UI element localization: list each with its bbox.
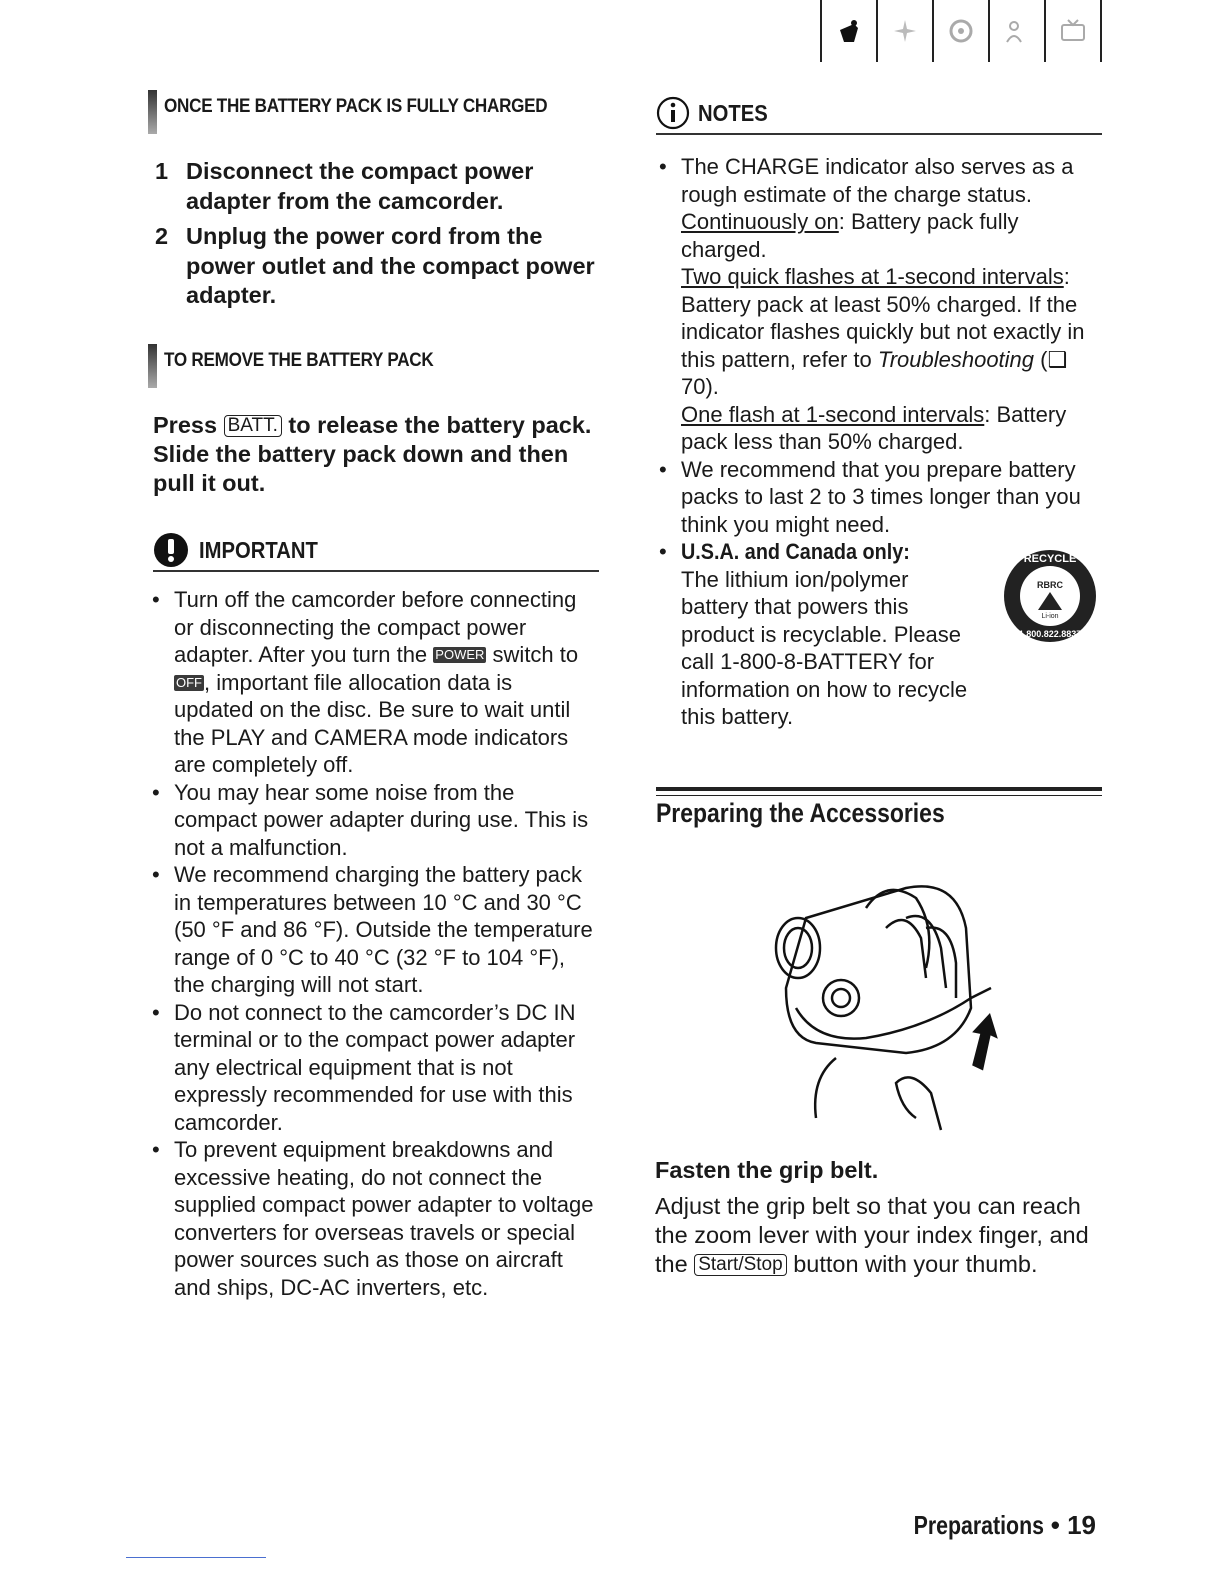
section-title: TO REMOVE THE BATTERY PACK xyxy=(164,350,434,371)
sparkle-icon xyxy=(890,16,920,46)
step-2 xyxy=(155,222,595,311)
note-text: : Battery pack less than 50% charged. xyxy=(681,401,1067,454)
note-text: : Battery pack at least 50% charged. If the indicator flashes quickly but not exactly in this pattern, refer to xyxy=(681,264,1085,372)
step-1 xyxy=(155,157,595,216)
page-ref: (❑ 70). xyxy=(681,346,1068,399)
tab-tv[interactable] xyxy=(1044,0,1102,62)
note-label: Two quick flashes at 1-second intervals xyxy=(681,264,1064,289)
list-item: • Do not connect to the camcorder’s DC IN terminal or to the compact power adapter any electrical equipment that is not expressly recommended for use with this camcorder. xyxy=(152,999,597,1137)
note-label: One flash at 1-second intervals xyxy=(681,401,985,427)
note-text: : Battery pack fully charged. xyxy=(681,209,1019,262)
item-text: The CHARGE indicator also serves as a rough estimate of the charge status. xyxy=(681,154,1074,207)
off-badge: OFF xyxy=(176,674,202,690)
grip-belt-illustration xyxy=(756,868,1016,1136)
step-number: 1 xyxy=(155,158,169,184)
press-text: Press xyxy=(153,412,218,438)
note-label: Continuously on xyxy=(681,209,839,234)
heading-marker xyxy=(148,90,157,134)
step-text: Disconnect the compact power adapter from the camcorder. xyxy=(186,158,534,214)
step-number: 2 xyxy=(155,223,169,249)
notes-heading xyxy=(656,93,1102,135)
remove-battery-instruction xyxy=(153,411,603,498)
section-title: ONCE THE BATTERY PACK IS FULLY CHARGED xyxy=(164,96,548,117)
important-icon xyxy=(153,532,189,568)
notes-title: NOTES xyxy=(698,99,768,126)
list-item: • To prevent equipment breakdowns and excessive heating, do not connect the supplied compact power adapter to voltage converters for overseas travels or special power sources such as those on aircraft and ships, DC-AC inverters, etc. xyxy=(152,1136,597,1301)
scan-line xyxy=(126,1557,266,1558)
seal-phone: 1.800.822.8837 xyxy=(1018,629,1082,639)
camcorder-icon xyxy=(834,16,864,46)
important-heading xyxy=(153,530,599,572)
people-icon xyxy=(1002,16,1032,46)
list-item: • You may hear some noise from the compact power adapter during use. This is not a malfunction. xyxy=(152,779,597,862)
footer-bullet: • xyxy=(1050,1510,1060,1540)
section-rule xyxy=(656,787,1102,791)
adjust-text: button with your thumb. xyxy=(793,1251,1038,1277)
item-text: The lithium ion/polymer battery that powers this product is recyclable. Please call 1-800-8-BATTERY for information on how to recycle this battery. xyxy=(681,566,968,729)
tab-people[interactable] xyxy=(988,0,1044,62)
heading-marker xyxy=(148,344,157,388)
power-badge: POWER xyxy=(435,647,485,662)
note-two-flashes xyxy=(681,263,1104,401)
item-text: switch to xyxy=(492,642,579,667)
tab-special[interactable] xyxy=(876,0,932,62)
batt-button: BATT. xyxy=(224,415,282,437)
section-rule-thin xyxy=(656,795,1102,796)
list-item xyxy=(152,586,597,779)
section-heading-remove-battery xyxy=(148,350,463,388)
fasten-grip-belt-heading: Fasten the grip belt. xyxy=(655,1157,879,1183)
note-continuous xyxy=(681,208,1104,263)
list-item: • We recommend that you prepare battery packs to last 2 to 3 times longer than you think you might need. xyxy=(659,456,1104,539)
chapter-tabs xyxy=(820,0,1102,62)
page-footer xyxy=(885,1510,1096,1541)
list-item xyxy=(659,153,1104,456)
tab-camcorder[interactable] xyxy=(820,0,876,62)
section-title-accessories: Preparing the Accessories xyxy=(656,798,945,828)
disc-icon xyxy=(946,16,976,46)
region-label: U.S.A. and Canada only: xyxy=(681,539,910,564)
item-text: Turn off the camcorder before connecting or disconnecting the compact power adapter. After you turn the xyxy=(174,587,577,667)
seal-rbrc: RBRC xyxy=(1037,580,1063,590)
troubleshooting-ref: Troubleshooting xyxy=(877,346,1035,372)
info-icon xyxy=(656,96,690,130)
press-rest-text: to release the battery pack. Slide the battery pack down and then pull it out. xyxy=(153,412,592,496)
page-number: 19 xyxy=(1067,1510,1096,1540)
section-heading-fully-charged xyxy=(148,96,590,134)
important-title: IMPORTANT xyxy=(199,536,318,563)
recycle-seal xyxy=(1002,548,1098,644)
note-one-flash xyxy=(681,401,1104,456)
tv-icon xyxy=(1058,16,1088,46)
adjust-grip-belt-text xyxy=(655,1192,1100,1279)
start-stop-button: Start/Stop xyxy=(694,1254,787,1276)
item-text: , important file allocation data is updated on the disc. Be sure to wait until the PLAY and CAMERA mode indicators are completely off. xyxy=(174,669,571,777)
list-item: • We recommend charging the battery pack in temperatures between 10 °C and 30 °C (50 °F and 86 °F). Outside the temperature range of 0 °C to 40 °C (32 °F to 104 °F), the charging will not start. xyxy=(152,861,597,999)
seal-recycle: RECYCLE xyxy=(1023,553,1077,565)
step-text: Unplug the power cord from the power outlet and the compact power adapter. xyxy=(186,223,595,308)
important-list xyxy=(152,586,597,1301)
tab-disc[interactable] xyxy=(932,0,988,62)
seal-li-ion: Li-ion xyxy=(1041,613,1059,620)
adjust-text: Adjust the grip belt so that you can reach the zoom lever with your index finger, and the xyxy=(655,1193,1089,1277)
footer-section: Preparations xyxy=(913,1510,1044,1540)
